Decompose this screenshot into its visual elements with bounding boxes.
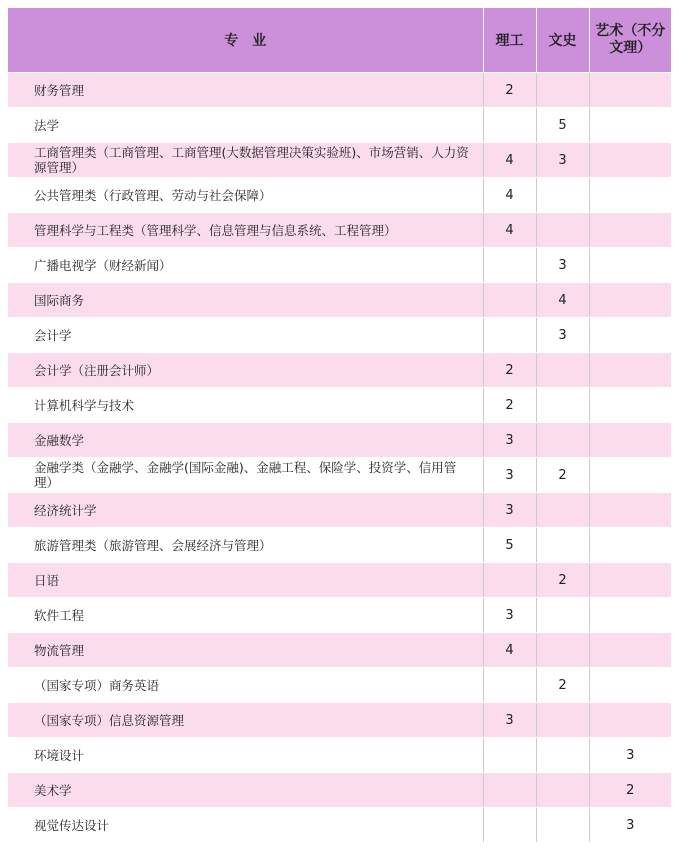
cell-yishu-count [589,73,671,108]
cell-ligong-count [483,738,536,773]
cell-wenshi-count: 2 [536,458,589,493]
cell-major-name: 美术学 [8,773,483,808]
table-row [8,248,671,283]
cell-ligong-count: 4 [483,213,536,248]
table-row [8,528,671,563]
table-row [8,283,671,318]
cell-yishu-count [589,178,671,213]
cell-wenshi-count [536,808,589,843]
cell-yishu-count [589,563,671,598]
cell-ligong-count: 3 [483,703,536,738]
cell-wenshi-count: 4 [536,283,589,318]
cell-yishu-count [589,108,671,143]
cell-wenshi-count: 2 [536,668,589,703]
cell-wenshi-count [536,353,589,388]
cell-wenshi-count: 3 [536,318,589,353]
cell-yishu-count [589,528,671,563]
table-row [8,353,671,388]
cell-major-name: 金融学类（金融学、金融学(国际金融)、金融工程、保险学、投资学、信用管理） [8,458,483,493]
cell-yishu-count [589,633,671,668]
cell-major-name: 法学 [8,108,483,143]
cell-wenshi-count [536,388,589,423]
cell-wenshi-count [536,598,589,633]
cell-ligong-count [483,808,536,843]
cell-yishu-count [589,283,671,318]
cell-ligong-count: 4 [483,633,536,668]
table-row [8,633,671,668]
cell-yishu-count: 3 [589,808,671,843]
table-row [8,318,671,353]
table-row [8,213,671,248]
cell-ligong-count [483,283,536,318]
cell-yishu-count [589,388,671,423]
header-row [8,8,671,73]
cell-major-name: 计算机科学与技术 [8,388,483,423]
cell-ligong-count: 5 [483,528,536,563]
table-body [8,73,671,843]
header-yishu: 艺术（不分文理） [589,8,671,73]
table-row [8,563,671,598]
cell-yishu-count: 3 [589,738,671,773]
cell-ligong-count [483,668,536,703]
cell-yishu-count [589,598,671,633]
table-row [8,458,671,493]
cell-yishu-count: 2 [589,773,671,808]
cell-yishu-count [589,423,671,458]
cell-wenshi-count: 3 [536,143,589,178]
cell-wenshi-count: 3 [536,248,589,283]
cell-ligong-count [483,108,536,143]
table-row [8,108,671,143]
cell-yishu-count [589,248,671,283]
table-row [8,73,671,108]
cell-wenshi-count [536,703,589,738]
cell-major-name: 金融数学 [8,423,483,458]
cell-yishu-count [589,213,671,248]
cell-major-name: （国家专项）信息资源管理 [8,703,483,738]
table-row [8,738,671,773]
cell-major-name: 工商管理类（工商管理、工商管理(大数据管理决策实验班)、市场营销、人力资源管理） [8,143,483,178]
cell-ligong-count: 2 [483,73,536,108]
cell-ligong-count [483,773,536,808]
enrollment-table-container [8,8,671,843]
header-ligong: 理工 [483,8,536,73]
cell-ligong-count: 3 [483,598,536,633]
cell-wenshi-count [536,213,589,248]
cell-major-name: 日语 [8,563,483,598]
cell-major-name: （国家专项）商务英语 [8,668,483,703]
table-row [8,808,671,843]
cell-wenshi-count [536,633,589,668]
cell-wenshi-count [536,423,589,458]
cell-wenshi-count [536,493,589,528]
header-wenshi: 文史 [536,8,589,73]
cell-ligong-count: 3 [483,458,536,493]
cell-wenshi-count [536,73,589,108]
cell-ligong-count: 3 [483,423,536,458]
cell-yishu-count [589,353,671,388]
cell-yishu-count [589,143,671,178]
table-row [8,598,671,633]
cell-major-name: 会计学（注册会计师） [8,353,483,388]
cell-ligong-count [483,318,536,353]
cell-wenshi-count [536,773,589,808]
table-row [8,178,671,213]
cell-wenshi-count: 5 [536,108,589,143]
enrollment-table [8,8,671,843]
cell-yishu-count [589,703,671,738]
table-row [8,493,671,528]
cell-major-name: 旅游管理类（旅游管理、会展经济与管理） [8,528,483,563]
cell-wenshi-count: 2 [536,563,589,598]
cell-ligong-count: 4 [483,178,536,213]
cell-major-name: 管理科学与工程类（管理科学、信息管理与信息系统、工程管理） [8,213,483,248]
table-row [8,143,671,178]
table-row [8,668,671,703]
cell-ligong-count [483,563,536,598]
table-header [8,8,671,73]
cell-major-name: 会计学 [8,318,483,353]
cell-major-name: 物流管理 [8,633,483,668]
table-row [8,703,671,738]
cell-ligong-count: 3 [483,493,536,528]
cell-major-name: 公共管理类（行政管理、劳动与社会保障） [8,178,483,213]
cell-yishu-count [589,668,671,703]
cell-wenshi-count [536,738,589,773]
cell-major-name: 国际商务 [8,283,483,318]
cell-ligong-count: 4 [483,143,536,178]
cell-ligong-count: 2 [483,353,536,388]
cell-ligong-count: 2 [483,388,536,423]
cell-yishu-count [589,458,671,493]
cell-wenshi-count [536,178,589,213]
cell-major-name: 广播电视学（财经新闻） [8,248,483,283]
table-row [8,773,671,808]
cell-major-name: 环境设计 [8,738,483,773]
cell-major-name: 软件工程 [8,598,483,633]
cell-yishu-count [589,318,671,353]
cell-major-name: 视觉传达设计 [8,808,483,843]
cell-wenshi-count [536,528,589,563]
cell-major-name: 财务管理 [8,73,483,108]
cell-major-name: 经济统计学 [8,493,483,528]
table-row [8,423,671,458]
cell-ligong-count [483,248,536,283]
cell-yishu-count [589,493,671,528]
header-major: 专 业 [8,8,483,73]
table-row [8,388,671,423]
